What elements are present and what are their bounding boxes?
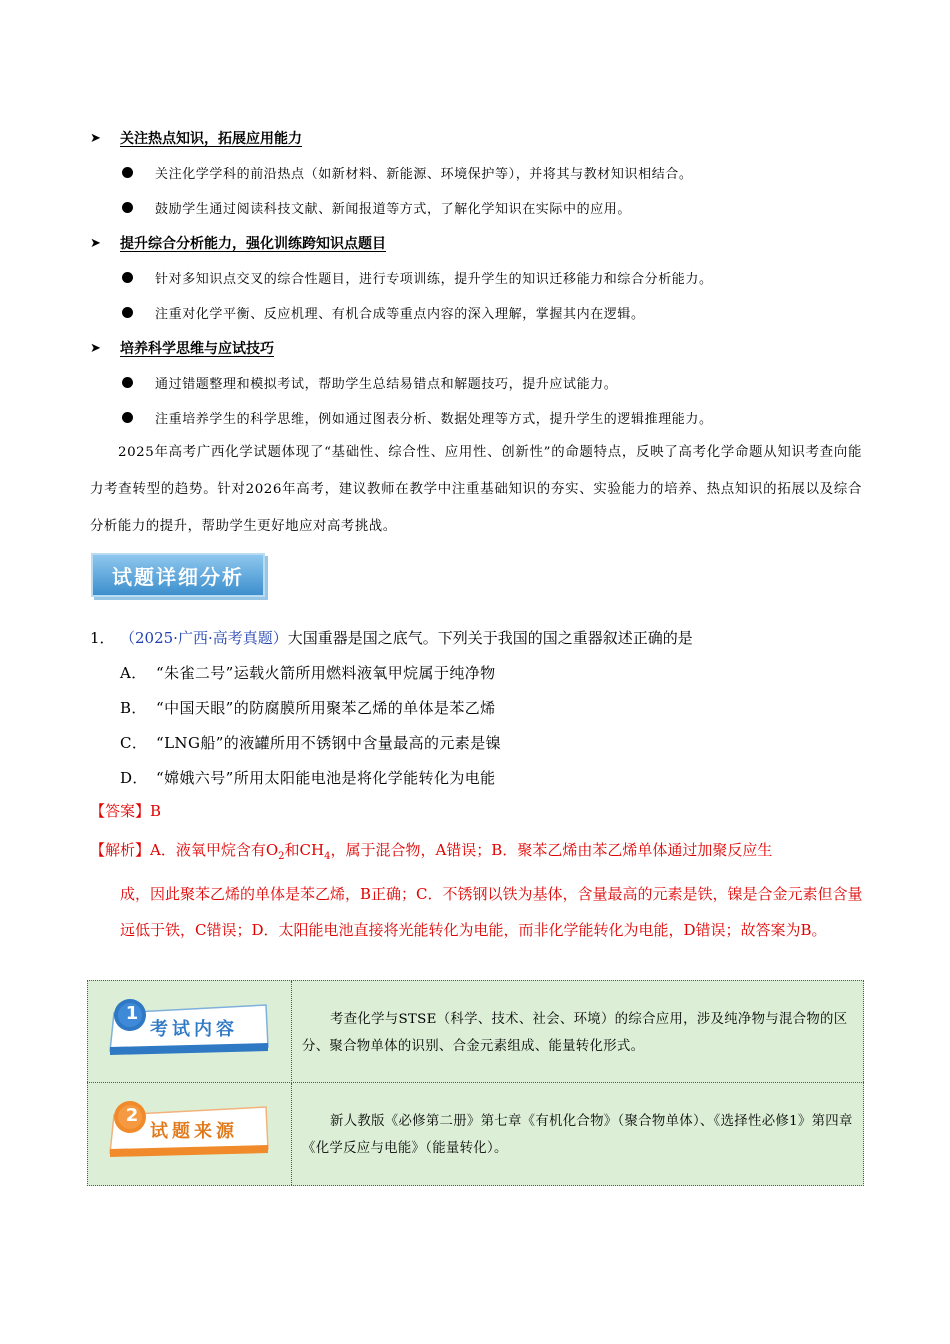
bullet-dot-icon <box>122 167 133 178</box>
box-divider <box>291 1083 292 1185</box>
bullet-item <box>122 405 713 429</box>
bullet-text: 注重培养学生的科学思维，例如通过图表分析、数据处理等方式，提升学生的逻辑推理能力。 <box>155 411 713 427</box>
option-letter: C． <box>120 733 148 752</box>
section-heading-hotspots <box>90 126 302 150</box>
summary-paragraph: 2025年高考广西化学试题体现了“基础性、综合性、应用性、创新性”的命题特点，反映了高考化学命题从知识考查向能力考查转型的趋势。针对2026年高考，建议教师在教学中注重基础知识的夯实、实验能力的培养、热点知识的拓展以及综合分析能力的提升，帮助学生更好地应对高考挑战。 <box>90 445 862 534</box>
arrow-bullet-icon: ➤ <box>90 130 101 146</box>
option-text: “LNG船”的液罐所用不锈钢中含量最高的元素是镍 <box>156 733 502 752</box>
analysis-continuation: 成，因此聚苯乙烯的单体是苯乙烯，B正确；C．不锈钢以铁为基体，含量最高的元素是铁，镍是合金元素但含量远低于铁，C错误；D．太阳能电池直接将光能转化为电能，而非化学能转化为电能，D错误；故答案为B。 <box>120 884 863 939</box>
bullet-item <box>122 160 693 184</box>
question-source-text: 新人教版《必修第二册》第七章《有机化合物》（聚合物单体）、《选择性必修1》第四章《化学反应与电能》（能量转化）。 <box>302 1114 853 1156</box>
analysis-text: A．液氧甲烷含有O <box>150 841 279 859</box>
bullet-item <box>122 370 617 394</box>
bullet-dot-icon <box>122 377 133 388</box>
question-source: （2025·广西·高考真题） <box>120 628 288 647</box>
bullet-text: 通过错题整理和模拟考试，帮助学生总结易错点和解题技巧，提升应试能力。 <box>155 376 618 392</box>
answer-value: B <box>150 802 162 820</box>
option-letter: B． <box>120 698 147 717</box>
bullet-dot-icon <box>122 272 133 283</box>
section-heading-text: 提升综合分析能力，强化训练跨知识点题目 <box>120 236 386 252</box>
option-a <box>120 659 496 685</box>
bullet-text: 针对多知识点交叉的综合性题目，进行专项训练，提升学生的知识迁移能力和综合分析能力。 <box>155 271 713 287</box>
section-banner: 试题详细分析 <box>91 553 265 597</box>
question-source-box <box>87 1082 864 1186</box>
bullet-dot-icon <box>122 412 133 423</box>
option-text: “中国天眼”的防腐膜所用聚苯乙烯的单体是苯乙烯 <box>156 698 496 717</box>
bullet-item <box>122 300 645 324</box>
option-letter: D． <box>120 768 148 787</box>
analysis-text: ，属于混合物，A错误；B．聚苯乙烯由苯乙烯单体通过加聚反应生 <box>330 841 773 859</box>
badge-label: 试题来源 <box>150 1121 238 1142</box>
answer-line <box>90 800 161 821</box>
option-text: “嫦娥六号”所用太阳能电池是将化学能转化为电能 <box>156 768 496 787</box>
answer-label: 【答案】 <box>90 802 151 820</box>
bullet-text: 鼓励学生通过阅读科技文献、新闻报道等方式，了解化学知识在实际中的应用。 <box>155 201 632 217</box>
exam-content-text: 考查化学与STSE（科学、技术、社会、环境）的综合应用，涉及纯净物与混合物的区分、聚合物单体的识别、合金元素组成、能量转化形式。 <box>302 1012 848 1054</box>
bullet-dot-icon <box>122 202 133 213</box>
option-c <box>120 729 501 755</box>
subscript: 2 <box>278 851 285 862</box>
box-divider <box>291 981 292 1083</box>
badge-number: 2 <box>125 1105 139 1126</box>
option-d <box>120 764 496 790</box>
bullet-text: 注重对化学平衡、反应机理、有机合成等重点内容的深入理解，掌握其内在逻辑。 <box>155 306 645 322</box>
arrow-bullet-icon: ➤ <box>90 235 101 251</box>
section-heading-thinking <box>90 336 274 360</box>
option-letter: A． <box>120 663 147 682</box>
bullet-item <box>122 195 631 219</box>
question-stem <box>90 624 693 650</box>
bullet-text: 关注化学学科的前沿热点（如新材料、新能源、环境保护等），并将其与教材知识相结合。 <box>155 166 693 182</box>
badge-label: 考试内容 <box>150 1019 238 1040</box>
question-number: 1． <box>90 628 115 647</box>
section-heading-analysis <box>90 231 386 255</box>
analysis-block <box>90 832 865 949</box>
badge-number: 1 <box>125 1003 139 1024</box>
analysis-label: 【解析】 <box>90 841 151 859</box>
section-heading-text: 关注热点知识，拓展应用能力 <box>120 131 302 147</box>
analysis-text: 和CH <box>284 841 325 859</box>
question-stem-text: 大国重器是国之底气。下列关于我国的国之重器叙述正确的是 <box>287 628 693 647</box>
bullet-item <box>122 265 713 289</box>
bullet-dot-icon <box>122 307 133 318</box>
exam-content-box <box>87 980 864 1084</box>
option-text: “朱雀二号”运载火箭所用燃料液氧甲烷属于纯净物 <box>156 663 496 682</box>
arrow-bullet-icon: ➤ <box>90 340 101 356</box>
subscript: 4 <box>324 851 331 862</box>
section-heading-text: 培养科学思维与应试技巧 <box>120 341 274 357</box>
option-b <box>120 694 496 720</box>
